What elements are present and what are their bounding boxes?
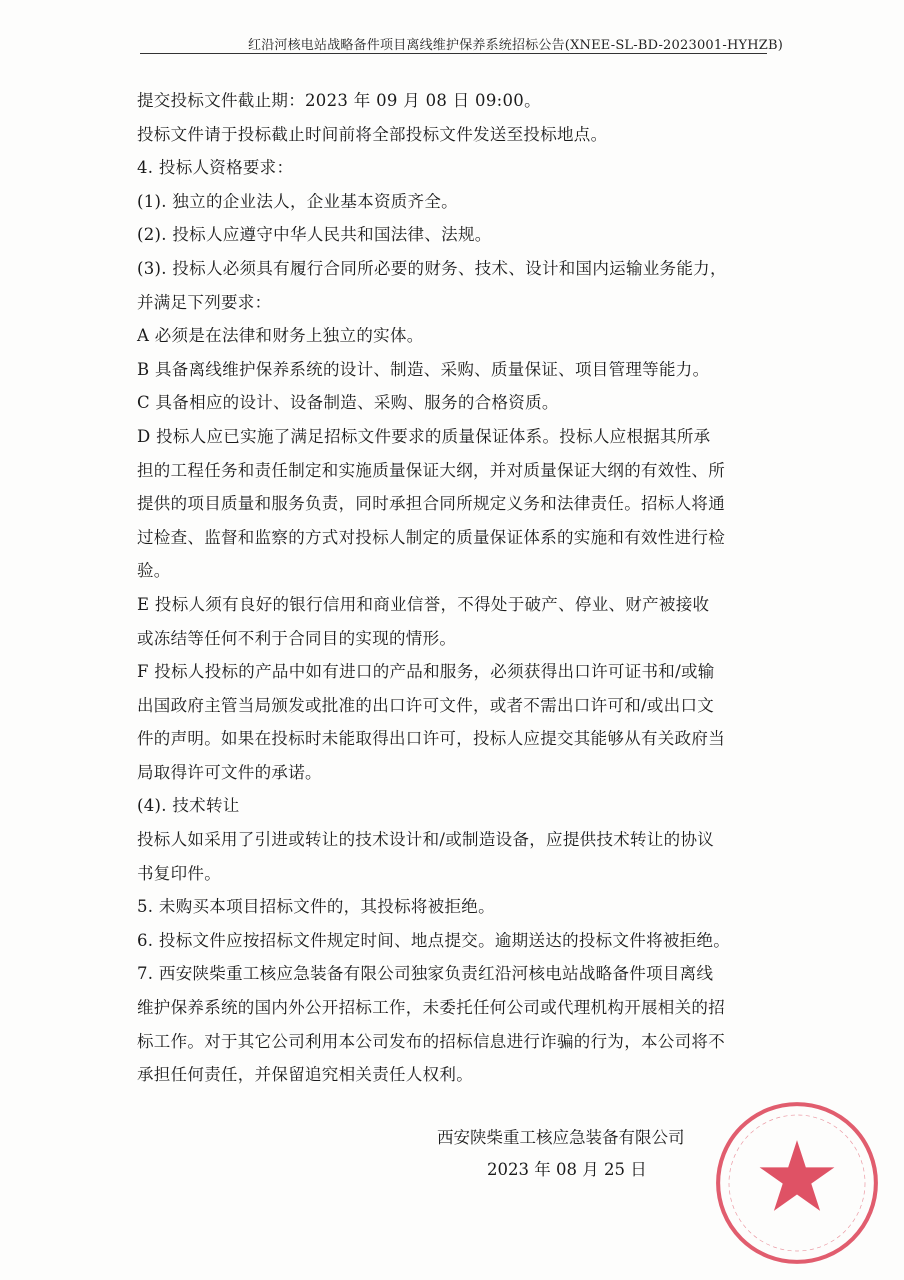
text-line: 担的工程任务和责任制定和实施质量保证大纲，并对质量保证大纲的有效性、所 bbox=[137, 460, 725, 480]
text-line: 并满足下列要求： bbox=[137, 292, 272, 312]
text-line: (2). 投标人应遵守中华人民共和国法律、法规。 bbox=[137, 225, 492, 245]
text-line: (4). 技术转让 bbox=[137, 796, 240, 816]
text-line: (1). 独立的企业法人，企业基本资质齐全。 bbox=[137, 191, 458, 211]
signature-block bbox=[437, 1122, 685, 1186]
text-line: 验。 bbox=[137, 561, 171, 581]
signature-company: 西安陕柴重工核应急装备有限公司 bbox=[437, 1128, 685, 1147]
text-line: D 投标人应已实施了满足招标文件要求的质量保证体系。投标人应根据其所承 bbox=[137, 426, 711, 446]
document-body bbox=[137, 84, 787, 1092]
company-seal-stamp bbox=[712, 1098, 882, 1268]
text-line: F 投标人投标的产品中如有进口的产品和服务，必须获得出口许可证书和/或输 bbox=[137, 662, 715, 682]
text-line: 书复印件。 bbox=[137, 863, 221, 883]
text-line: A 必须是在法律和财务上独立的实体。 bbox=[137, 326, 424, 346]
text-line: 承担任何责任，并保留追究相关责任人权利。 bbox=[137, 1065, 473, 1085]
text-line: 维护保养系统的国内外公开招标工作，未委托任何公司或代理机构开展相关的招 bbox=[137, 998, 725, 1018]
text-line: 过检查、监督和监察的方式对投标人制定的质量保证体系的实施和有效性进行检 bbox=[137, 527, 725, 547]
header-rule bbox=[140, 53, 767, 54]
text-line: 7. 西安陕柴重工核应急装备有限公司独家负责红沿河核电站战略备件项目离线 bbox=[137, 964, 714, 984]
text-line: 4. 投标人资格要求： bbox=[137, 158, 294, 178]
text-line: C 具备相应的设计、设备制造、采购、服务的合格资质。 bbox=[137, 393, 559, 413]
text-line: 出国政府主管当局颁发或批准的出口许可文件，或者不需出口许可和/或出口文 bbox=[137, 695, 715, 715]
text-line: (3). 投标人必须具有履行合同所必要的财务、技术、设计和国内运输业务能力， bbox=[137, 258, 727, 278]
text-line: 投标文件请于投标截止时间前将全部投标文件发送至投标地点。 bbox=[137, 124, 608, 144]
text-line: 局取得许可文件的承诺。 bbox=[137, 762, 322, 782]
text-line: 提交投标文件截止期：2023 年 09 月 08 日 09:00。 bbox=[137, 91, 541, 110]
text-line: 提供的项目质量和服务负责，同时承担合同所规定义务和法律责任。招标人将通 bbox=[137, 494, 725, 514]
text-line: B 具备离线维护保养系统的设计、制造、采购、质量保证、项目管理等能力。 bbox=[137, 359, 710, 379]
seal-star-icon bbox=[760, 1140, 835, 1211]
text-line: 件的声明。如果在投标时未能取得出口许可，投标人应提交其能够从有关政府当 bbox=[137, 729, 725, 749]
document-header: 红沿河核电站战略备件项目离线维护保养系统招标公告(XNEE-SL-BD-2023001-HYHZB) bbox=[248, 38, 784, 53]
signature-date: 2023 年 08 月 25 日 bbox=[487, 1160, 647, 1179]
text-line: E 投标人须有良好的银行信用和商业信誉，不得处于破产、停业、财产被接收 bbox=[137, 594, 710, 614]
text-line: 6. 投标文件应按招标文件规定时间、地点提交。逾期送达的投标文件将被拒绝。 bbox=[137, 930, 731, 950]
text-line: 或冻结等任何不利于合同目的实现的情形。 bbox=[137, 628, 457, 648]
text-line: 标工作。对于其它公司利用本公司发布的招标信息进行诈骗的行为，本公司将不 bbox=[137, 1031, 725, 1051]
text-line: 5. 未购买本项目招标文件的，其投标将被拒绝。 bbox=[137, 897, 495, 917]
text-line: 投标人如采用了引进或转让的技术设计和/或制造设备，应提供技术转让的协议 bbox=[137, 830, 715, 850]
